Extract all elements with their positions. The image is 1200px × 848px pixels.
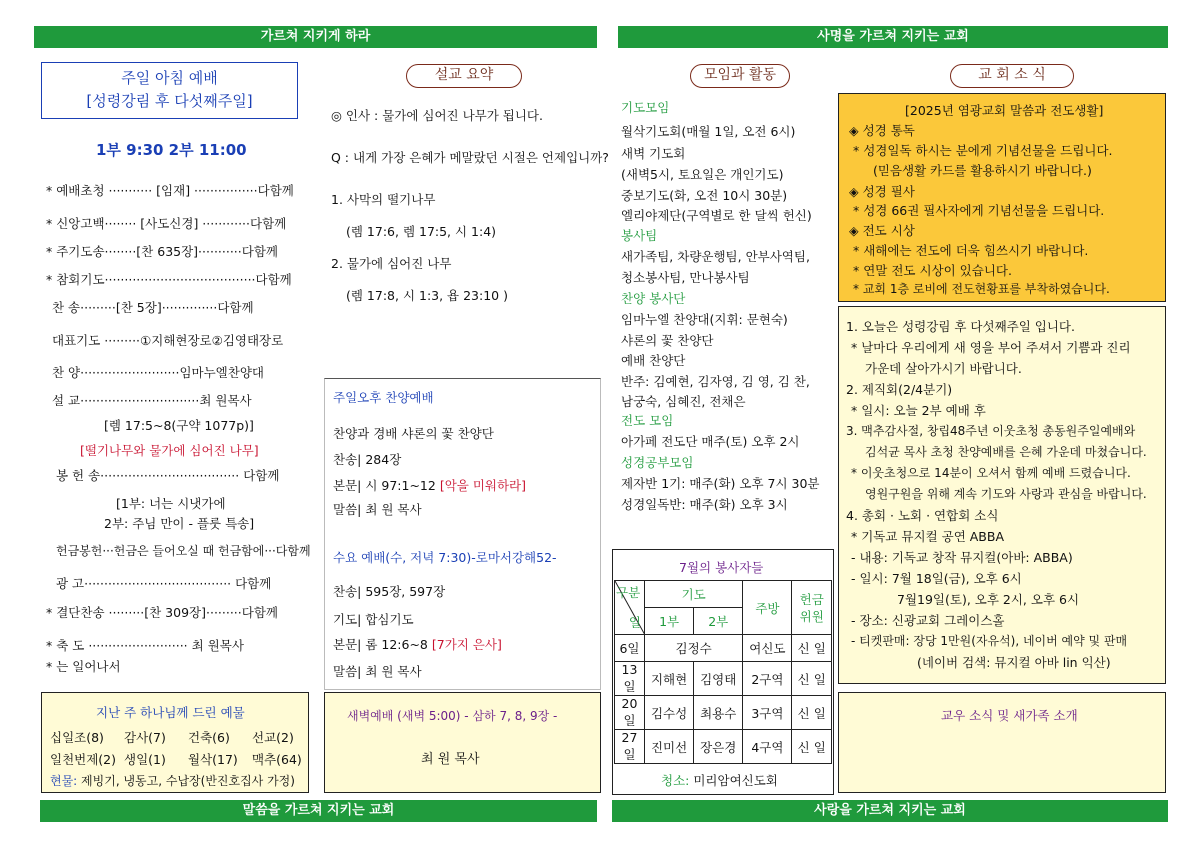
volunteer-date: 20일 [615,696,645,730]
order-item: * 주기도송········[찬 635장]···········다함께 [46,244,278,259]
dawn-title: 새벽예배 (새벽 5:00) - 삼하 7, 8, 9장 - [347,709,558,723]
volunteer-header-division: 구분 일 [615,581,645,635]
sermon-ref: (렘 17:8, 시 1:3, 욥 23:10 ) [346,288,508,303]
afternoon-worship-box [324,378,601,690]
offering-item: 십일조(8) [50,730,104,745]
worship-subtitle: [성령강림 후 다섯째주일] [86,92,253,110]
activity-heading: 기도모임 [621,100,670,115]
volunteer-header-prayer: 기도 [645,581,743,608]
activity-item: 엘리야제단(구역별로 한 달씩 헌신) [621,208,812,223]
notice-line: * 이웃초청으로 14분이 오셔서 함께 예배 드렸습니다. [851,466,1131,480]
activity-item: 청소봉사팀, 만나봉사팀 [621,270,750,285]
notice-line: (네이버 검색: 뮤지컬 아바 lin 익산) [917,655,1111,670]
news-line: * 교회 1층 로비에 전도현황표를 부착하였습니다. [853,282,1110,296]
table-row [615,696,832,730]
volunteer-kitchen: 2구역 [743,662,792,696]
volunteer-date: 13일 [615,662,645,696]
member-news-title: 교우 소식 및 새가족 소개 [941,708,1078,723]
activity-item: 새벽 기도회 [621,146,686,161]
activity-item: 반주: 김예현, 김자영, 김 영, 김 찬, [621,374,810,389]
volunteer-header-offering: 헌금 위원 [792,581,832,635]
volunteer-prayer-1: 진미선 [645,730,694,764]
volunteer-offering: 신 일 [792,635,832,662]
activity-heading: 전도 모임 [621,413,674,428]
volunteer-header-part1: 1부 [645,608,694,635]
order-item: 헌금봉헌···헌금은 들어오실 때 헌금함에···다함께 [56,544,311,558]
notice-line: 영원구원을 위해 계속 기도와 사랑과 관심을 바랍니다. [865,487,1147,501]
volunteer-cleaning: 청소: 미리암여신도회 [661,773,778,788]
notice-line: - 일시: 7월 18일(금), 오후 6시 [851,571,1022,586]
news-line: * 성경 66권 필사자에게 기념선물을 드립니다. [853,203,1105,218]
notice-line: 7월19일(토), 오후 2시, 오후 6시 [897,592,1080,607]
offering-item: 감사(7) [124,730,166,745]
volunteer-prayer-2: 최용수 [694,696,743,730]
worship-title: 주일 아침 예배 [121,69,218,87]
afternoon-line: 말씀| 최 원 목사 [333,502,422,517]
activity-item: 제자반 1기: 매주(화) 오후 7시 30분 [621,476,820,491]
order-item: 찬 송·········[찬 5장]··············다함께 [52,300,254,315]
offering-item: 월삭(17) [188,752,238,767]
news-line: [2025년 염광교회 말씀과 전도생활] [905,103,1104,118]
order-item: 대표기도 ·········①지해현장로②김영태장로 [52,333,284,348]
sermon-scripture: [렘 17:5~8(구약 1077p)] [104,418,254,433]
volunteer-prayer-1: 지해현 [645,662,694,696]
wednesday-line: 본문| 롬 12:6~8 [7가지 은사] [333,637,502,652]
activity-item: 아가페 전도단 매주(토) 오후 2시 [621,434,800,449]
volunteer-date: 27일 [615,730,645,764]
wednesday-line: 기도| 합심기도 [333,612,414,627]
worship-title-box [41,62,298,119]
activity-item: 임마누엘 찬양대(지휘: 문현숙) [621,312,788,327]
offering-item: 생일(1) [124,752,166,767]
activity-item: 월삭기도회(매월 1일, 오전 6시) [621,124,796,139]
dawn-worship-box [324,692,601,793]
news-line: ◈ 전도 시상 [849,223,915,238]
order-item: * 는 일어나서 [46,659,121,674]
top-right-banner: 사명을 가르쳐 지키는 교회 [618,26,1168,48]
order-item: [1부: 너는 시냇가에 [116,496,226,511]
table-row [615,730,832,764]
activity-item: 성경일독반: 매주(화) 오후 3시 [621,497,788,512]
table-row [615,662,832,696]
news-yellow-box [838,93,1166,302]
bottom-right-banner: 사랑을 가르쳐 지키는 교회 [612,800,1168,822]
offering-box [41,692,309,793]
order-item: * 참회기도······································다함께 [46,272,292,287]
activity-heading: 찬양 봉사단 [621,291,686,306]
offering-item: 일천번제(2) [50,752,117,767]
order-item: * 예배초청 ··········· [임재] ················다함께 [46,183,294,198]
news-line: * 성경일독 하시는 분에게 기념선물을 드립니다. [853,143,1113,158]
notice-line: 김석균 목사 초청 찬양예배를 은혜 가운데 마쳤습니다. [865,445,1147,459]
wednesday-title: 수요 예배(수, 저녁 7:30)-로마서강해52- [333,550,557,565]
wednesday-line: 찬송| 595장, 597장 [333,584,446,599]
activity-item: 새가족팀, 차량운행팀, 안부사역팀, [621,249,810,264]
order-item: * 축 도 ························· 최 원목사 [46,638,244,653]
news-line: ◈ 성경 통독 [849,123,915,138]
volunteer-header-kitchen: 주방 [743,581,792,635]
order-item: 2부: 주님 만이 - 플룻 특송] [104,516,255,531]
notice-line: - 장소: 신광교회 그레이스홀 [851,613,1005,628]
afternoon-line: 본문| 시 97:1~12 [악을 미워하라] [333,478,526,493]
sermon-title: [떨기나무와 물가에 심어진 나무] [80,443,259,458]
volunteer-prayer-2: 장은경 [694,730,743,764]
notice-line: 3. 맥추감사절, 창립48주년 이웃초청 총동원주일예배와 [846,424,1136,438]
news-line: * 연말 전도 시상이 있습니다. [853,263,1012,278]
notice-line: - 티켓판매: 장당 1만원(자유석), 네이버 예약 및 판매 [851,634,1128,648]
notice-line: * 일시: 오늘 2부 예배 후 [851,403,986,418]
activity-item: 남궁숙, 심혜진, 전채은 [621,394,746,409]
offering-item: 선교(2) [252,730,294,745]
volunteer-offering: 신 일 [792,696,832,730]
activity-item: 샤론의 꽃 찬양단 [621,333,714,348]
wednesday-line: 말씀| 최 원 목사 [333,664,422,679]
dawn-preacher: 최 원 목사 [421,752,480,767]
bottom-left-banner: 말씀을 가르쳐 지키는 교회 [40,800,597,822]
table-row [615,635,832,662]
volunteer-offering: 신 일 [792,730,832,764]
volunteer-offering: 신 일 [792,662,832,696]
offering-goods: 현물: 제빙기, 냉동고, 수납장(반진호집사 가정) [50,774,295,788]
sermon-point: 2. 물가에 심어진 나무 [331,256,452,271]
sermon-ref: (렘 17:6, 렘 17:5, 시 1:4) [346,224,497,239]
activity-item: 중보기도(화, 오전 10시 30분) [621,188,788,203]
afternoon-line: 찬송| 284장 [333,452,402,467]
order-item: * 결단찬송 ·········[찬 309장]·········다함께 [46,605,278,620]
notice-line: * 날마다 우리에게 새 영을 부어 주셔서 기쁨과 진리 [851,340,1131,355]
order-item: 찬 양·························임마누엘찬양대 [52,365,264,380]
sermon-greeting: ◎ 인사 : 물가에 심어진 나무가 됩니다. [331,108,543,123]
notice-line: 1. 오늘은 성령강림 후 다섯째주일 입니다. [846,319,1075,334]
notice-line: 4. 총회 · 노회 · 연합회 소식 [846,508,999,523]
offering-item: 건축(6) [188,730,230,745]
order-item: 광 고····································· 다함께 [56,576,272,591]
news-line: (믿음생활 카드를 활용하시기 바랍니다.) [873,163,1092,178]
sermon-summary-pill: 설교 요약 [406,64,522,88]
activity-item: (새벽5시, 토요일은 개인기도) [621,167,784,182]
volunteer-prayer: 김정수 [645,635,743,662]
offering-title: 지난 주 하나님께 드린 예물 [96,705,245,720]
volunteer-table [614,580,832,764]
sermon-question: Q : 내게 가장 은혜가 메말랐던 시절은 언제입니까? [331,150,609,165]
notice-line: - 내용: 기독교 창작 뮤지컬(아바: ABBA) [851,550,1073,565]
volunteer-prayer-1: 김수성 [645,696,694,730]
activity-heading: 성경공부모임 [621,455,694,470]
news-pill: 교 회 소 식 [950,64,1074,88]
top-left-banner: 가르쳐 지키게 하라 [34,26,597,48]
news-notice-box [838,306,1166,684]
member-news-box [838,692,1166,793]
news-line: * 새해에는 전도에 더욱 힘쓰시기 바랍니다. [853,243,1089,258]
afternoon-title: 주일오후 찬양예배 [333,390,434,405]
activity-item: 예배 찬양단 [621,353,686,368]
notice-line: 가운데 살아가시기 바랍니다. [865,361,1022,376]
volunteer-kitchen: 3구역 [743,696,792,730]
news-line: ◈ 성경 필사 [849,184,915,199]
afternoon-line: 찬양과 경배 샤론의 꽃 찬양단 [333,426,494,441]
volunteer-date: 6일 [615,635,645,662]
order-item: * 신앙고백········ [사도신경] ············다함께 [46,216,287,231]
worship-times: 1부 9:30 2부 11:00 [96,141,247,159]
order-item: 설 교······························최 원목사 [52,393,252,408]
order-item: 봉 헌 송··································· 다함께 [56,468,280,483]
volunteer-header-part2: 2부 [694,608,743,635]
notice-line: * 기독교 뮤지컬 공연 ABBA [851,529,1004,544]
offering-item: 맥추(64) [252,752,302,767]
notice-line: 2. 제직회(2/4분기) [846,382,953,397]
activity-heading: 봉사팀 [621,228,658,243]
volunteer-kitchen: 여신도 [743,635,792,662]
volunteer-kitchen: 4구역 [743,730,792,764]
volunteer-prayer-2: 김영태 [694,662,743,696]
volunteer-title: 7월의 봉사자들 [679,560,764,575]
activities-pill: 모임과 활동 [690,64,790,88]
sermon-point: 1. 사막의 떨기나무 [331,192,436,207]
